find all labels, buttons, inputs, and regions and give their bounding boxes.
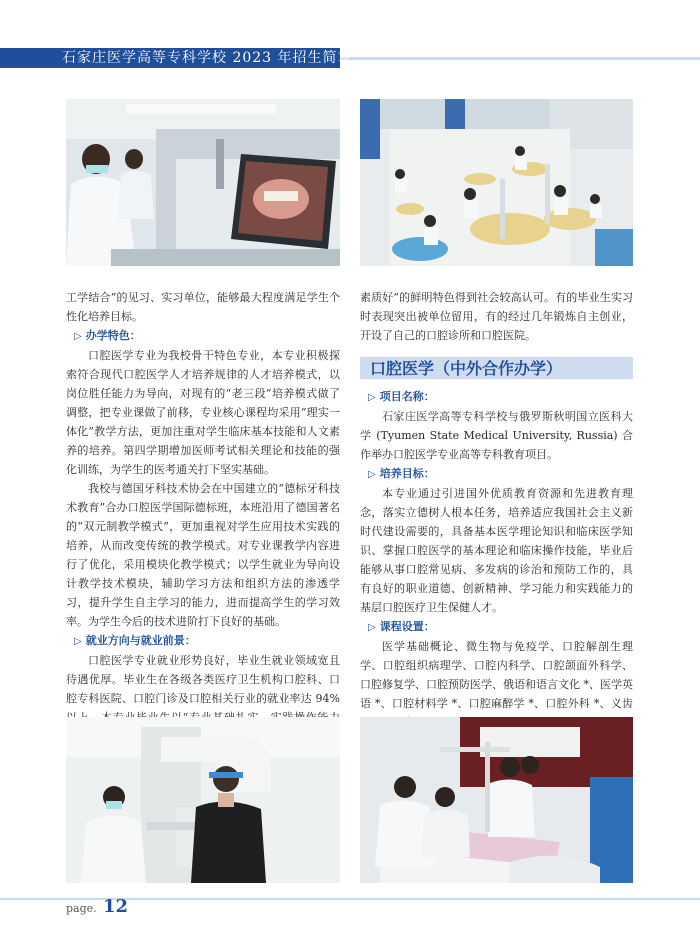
header-bar: [0, 48, 700, 68]
photo-lab-monitors: [66, 99, 340, 266]
page-number: 12: [103, 896, 129, 917]
heading-course: ▷ 课程设置：: [368, 620, 435, 633]
left-text-column: [66, 288, 340, 746]
triangle-bullet-icon: ▷: [368, 392, 376, 403]
photo-clinic-overhead: [360, 99, 633, 266]
right-text-column-top: [360, 288, 633, 345]
heading-features: ▷ 办学特色：: [74, 329, 141, 342]
heading-goal: ▷ 培养目标：: [368, 467, 435, 480]
heading-career: ▷ 就业方向与就业前景：: [74, 634, 196, 647]
right-intro-paragraph: 素质好”的鲜明特色得到社会较高认可。有的毕业生实习时表现突出被单位留用，有的经过几年锻炼自主创业，开设了自己的口腔诊所和口腔医院。: [360, 291, 633, 342]
triangle-bullet-icon: ▷: [368, 622, 376, 633]
page-label: page.: [66, 902, 97, 915]
features-paragraph-2: 我校与德国牙科技术协会在中国建立的“德标牙科技术教育”合办口腔医学国际德标班，本班沿用了德国著名的“双元制教学模式”，更加重视对学生应用技术实践的培养，从而改变传统的教学模式。对专业课教学内容进行了优化，采用模块化教学模式；以学生就业为导向设计教学技术模块，辅助学习方法和组织方法的渗透学习，提升学生自主学习的能力，进而提高学生的学习效率。为学生今后的技术进阶打下良好的基础。: [66, 482, 340, 628]
photo-clinical-practice: [360, 717, 633, 883]
triangle-bullet-icon: ▷: [368, 469, 376, 480]
features-paragraph-1: 口腔医学专业为我校骨干特色专业，本专业积极探索符合现代口腔医学人才培养规律的人才培养模式，以岗位胜任能力为导向，对现有的“老三段”培养模式做了调整，把专业课做了前移，专业核心课程均采用“理实一体化”教学方法，更加注重对学生临床基本技能和人文素养的培养。第四学期增加医师考试相关理论和技能的强化训练，为学生的医考通关打下坚实基础。: [66, 349, 340, 476]
page-header-title: 石家庄医学高等专科学校 2023 年招生简章: [62, 50, 353, 66]
project-paragraph: 石家庄医学高等专科学校与俄罗斯秋明国立医科大学 (Tyumen State Medical University, Russia) 合作举办口腔医学专业高等专科教育项目。: [360, 410, 633, 461]
photo-xray-machine: [66, 717, 340, 883]
goal-paragraph: 本专业通过引进国外优质教育资源和先进教育理念，落实立德树人根本任务，培养适应我国社会主义新时代建设需要的，具备基本医学理论知识和临床医学知识、掌握口腔医学的基本理论和临床操作技能，毕业后能够从事口腔常见病、多发病的诊治和预防工作的，具有良好的职业道德、创新精神、学习能力和实践能力的基层口腔医疗卫生保健人才。: [360, 487, 633, 614]
right-text-column: [360, 387, 633, 732]
career-paragraph: 口腔医学专业就业形势良好，毕业生就业领域宽且待遇优厚。毕业生在各级各类医疗卫生机构口腔科、口腔专科医院、口腔门诊及口腔相关行业的就业率达 94%: [66, 654, 340, 705]
triangle-bullet-icon: ▷: [74, 636, 82, 647]
section-title: 口腔医学（中外合作办学）: [370, 359, 563, 378]
header-rule: [340, 57, 700, 60]
course-paragraph: 医学基础概论、微生物与免疫学、口腔解剖生理学、口腔组织病理学、口腔内科学、口腔颌面外科学、口腔修复学、口腔预防医学、俄语和语言文化 *、医学英语 *、口腔材料学 *、口腔麻醉学 *、口腔外科 *、义齿: [360, 640, 633, 710]
heading-project: ▷ 项目名称：: [368, 390, 435, 403]
left-intro-paragraph: 工学结合”的见习、实习单位，能够最大程度满足学生个性化培养目标。: [66, 291, 340, 323]
triangle-bullet-icon: ▷: [74, 331, 82, 342]
